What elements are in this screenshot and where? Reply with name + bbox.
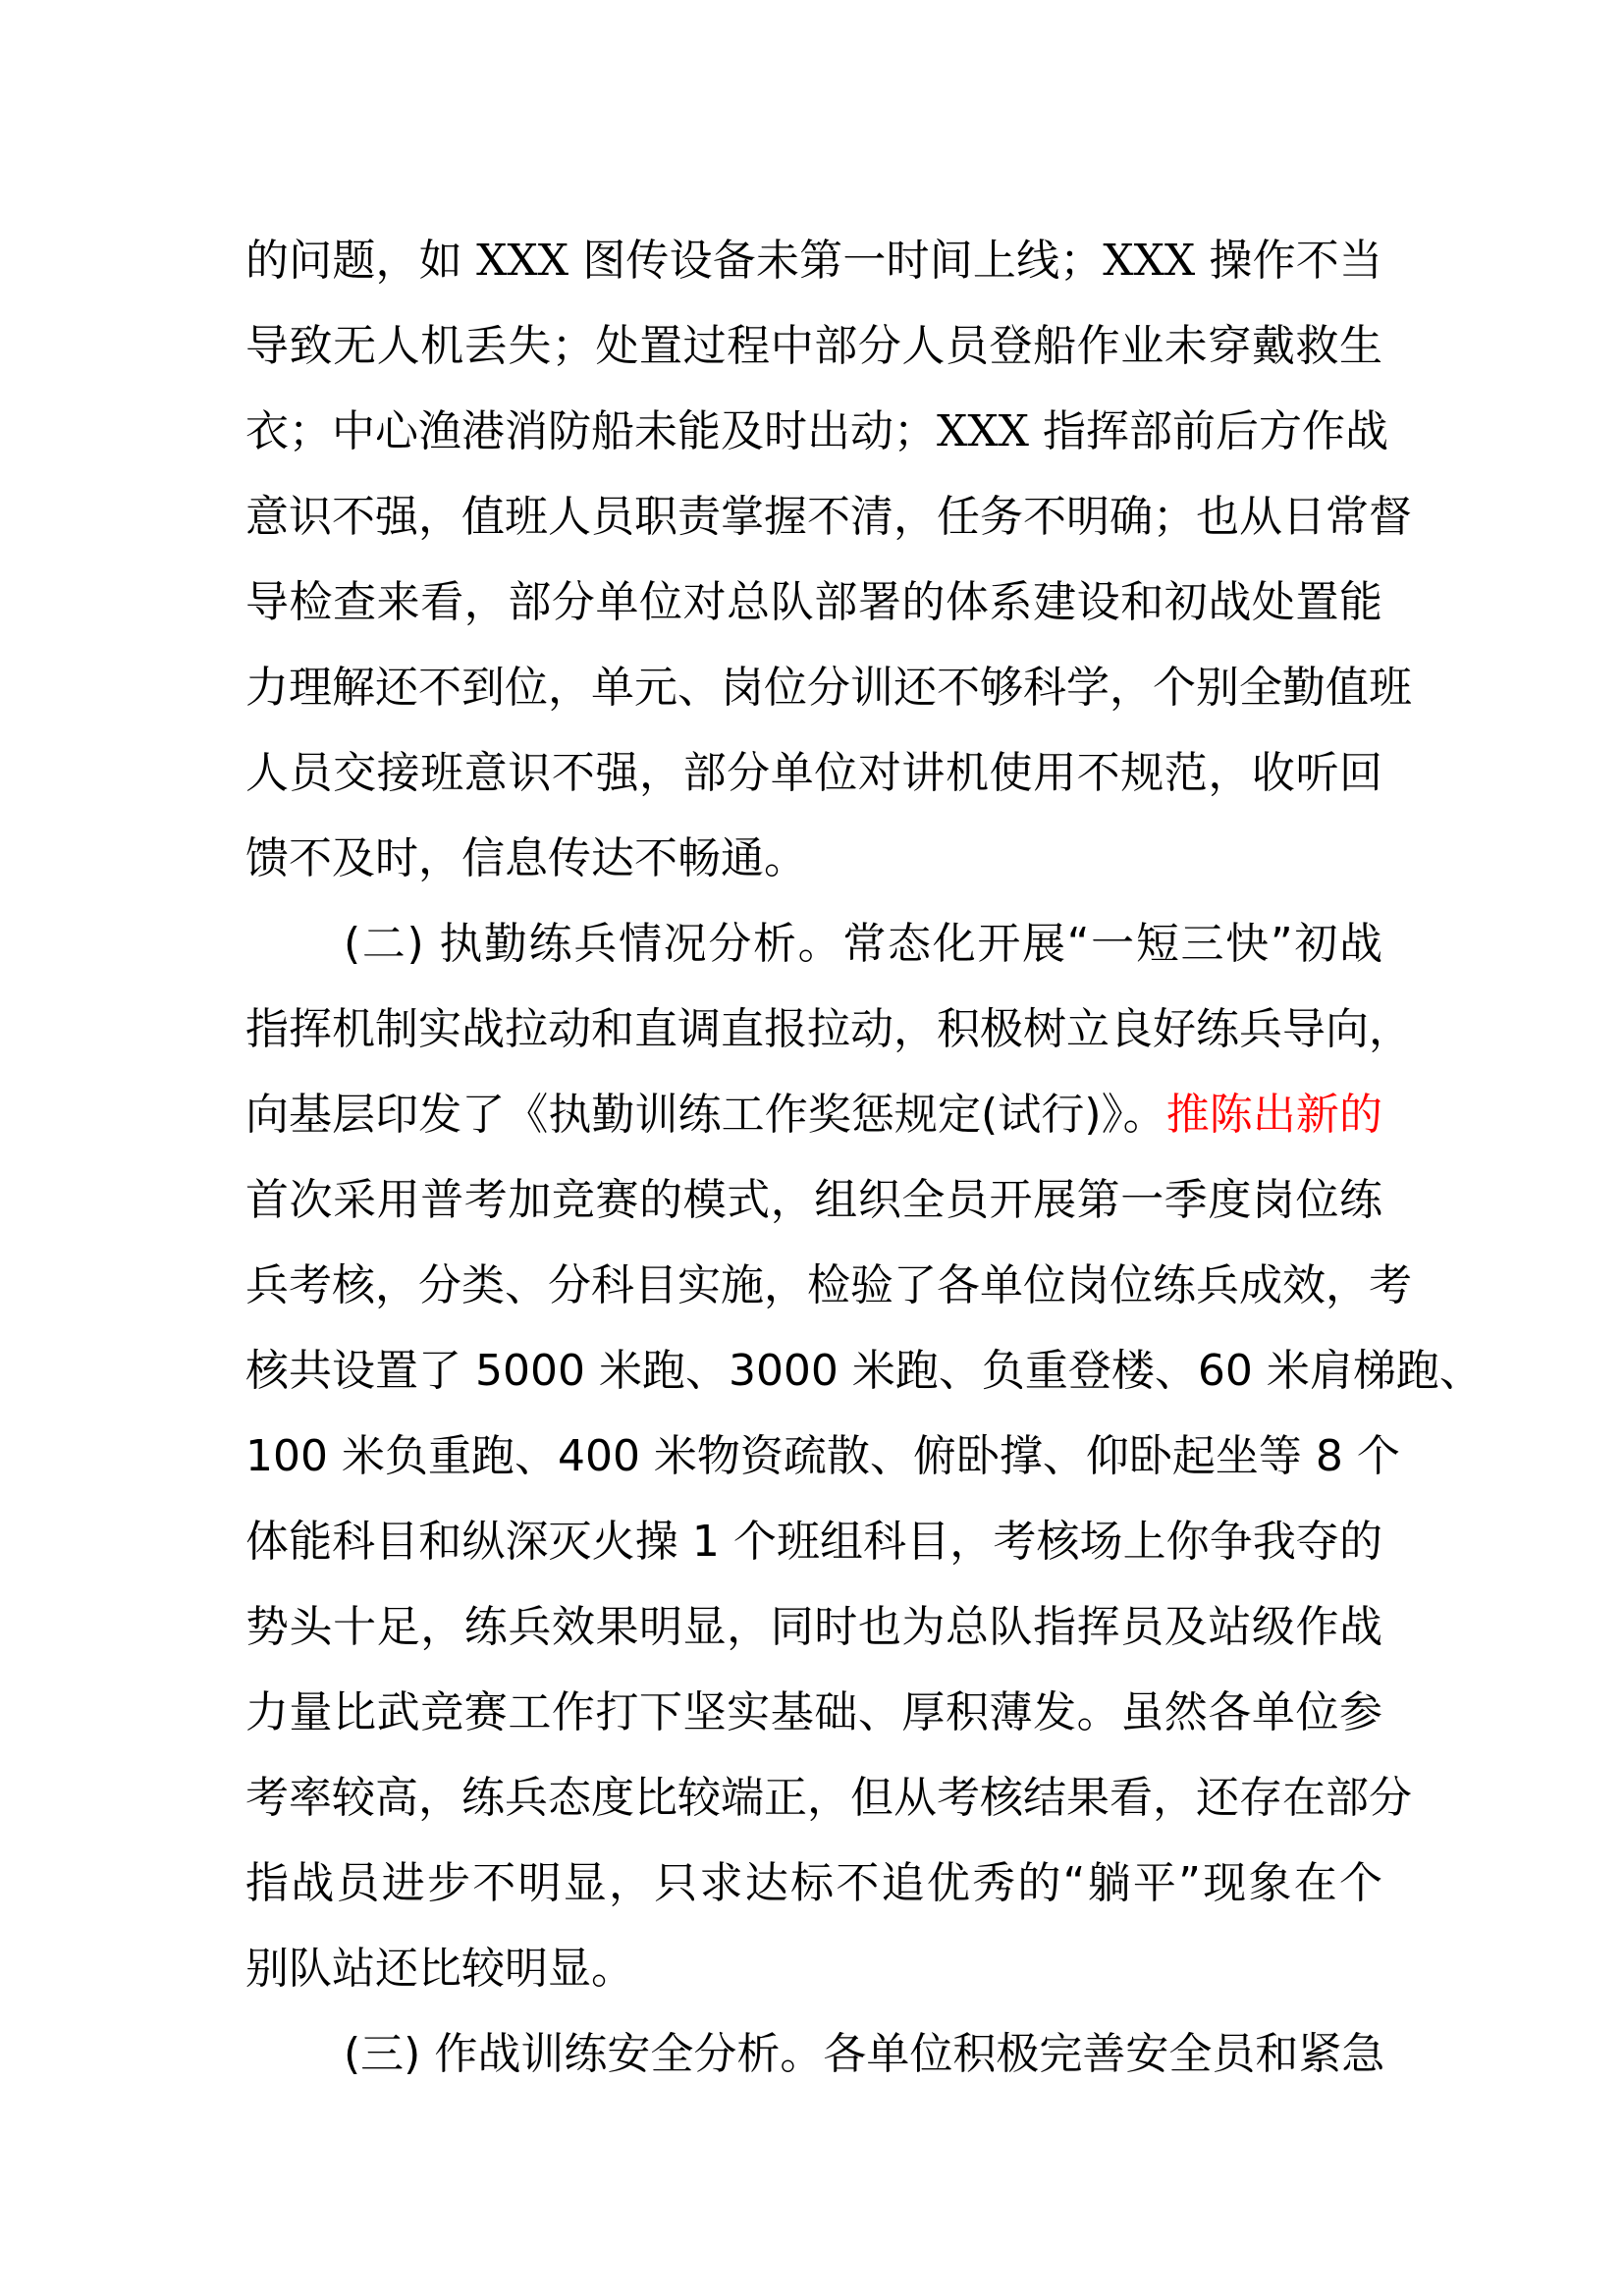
text-line [245, 1072, 1382, 1157]
text-segment: 馈不及时，信息传达不畅通。 [245, 833, 807, 883]
text-segment: 指战员进步不明显，只求达标不追优秀的“躺平”现象在个 [245, 1858, 1382, 1908]
text-segment: 的问题，如 [245, 236, 477, 286]
placeholder-name: XXX [1103, 236, 1196, 286]
text-line [245, 645, 1412, 730]
text-line [245, 389, 1388, 474]
text-segment: 100 米负重跑、400 米物资疏散、俯卧撑、仰卧起坐等 8 个 [245, 1431, 1400, 1481]
text-segment: 力量比武竞赛工作打下坚实基础、厚积薄发。虽然各单位参 [245, 1687, 1382, 1737]
text-segment: 操作不当 [1195, 236, 1382, 286]
text-line [245, 1243, 1412, 1328]
text-line [245, 1841, 1382, 1926]
text-segment: 衣；中心渔港消防船未能及时出动； [245, 406, 937, 456]
text-segment: 指挥部前后方作战 [1028, 406, 1388, 456]
placeholder-name: XXX [476, 236, 569, 286]
text-line [245, 987, 1412, 1072]
text-line [245, 816, 1382, 901]
paragraph-issues [245, 218, 1412, 901]
paragraph-training-analysis [245, 901, 1483, 2011]
text-line [245, 730, 1382, 816]
text-segment: 人员交接班意识不强，部分单位对讲机使用不规范，收听回 [245, 748, 1382, 798]
text-segment: 势头十足，练兵效果明显，同时也为总队指挥员及站级作战 [245, 1602, 1382, 1652]
text-line [245, 1157, 1382, 1243]
text-segment: 核共设置了 5000 米跑、3000 米跑、负重登楼、60 米肩梯跑、 [245, 1346, 1483, 1396]
section-heading-line [245, 901, 1382, 987]
text-line [245, 1926, 1382, 2011]
text-line [245, 1414, 1400, 1499]
text-line [245, 218, 1382, 303]
text-segment: 向基层印发了《执勤训练工作奖惩规定(试行)》。 [245, 1090, 1166, 1140]
text-segment: 指挥机制实战拉动和直调直报拉动，积极树立良好练兵导向， [245, 1004, 1412, 1054]
text-segment: 导检查来看，部分单位对总队部署的体系建设和初战处置能 [245, 577, 1382, 627]
text-segment: 首次采用普考加竞赛的模式，组织全员开展第一季度岗位练 [245, 1175, 1382, 1225]
document-page [245, 218, 1483, 2097]
text-segment: 体能科目和纵深灭火操 1 个班组科目，考核场上你争我夺的 [245, 1517, 1382, 1567]
text-segment: 图传设备未第一时间上线； [568, 236, 1104, 286]
text-segment: (三) 作战训练安全分析。各单位积极完善安全员和紧急 [344, 2029, 1385, 2079]
text-line [245, 1755, 1412, 1841]
text-line [245, 1499, 1382, 1584]
section-heading-line [245, 2011, 1385, 2097]
text-segment: (二) 执勤练兵情况分析。常态化开展“一短三快”初战 [344, 919, 1382, 969]
placeholder-name: XXX [937, 406, 1029, 456]
text-line [245, 303, 1382, 389]
text-line [245, 560, 1382, 645]
text-segment: 兵考核，分类、分科目实施，检验了各单位岗位练兵成效，考 [245, 1260, 1412, 1310]
highlighted-text: 推陈出新的 [1165, 1090, 1382, 1140]
text-line [245, 474, 1412, 560]
text-segment: 考率较高，练兵态度比较端正，但从考核结果看，还存在部分 [245, 1773, 1412, 1823]
text-segment: 别队站还比较明显。 [245, 1944, 634, 1994]
text-line [245, 1584, 1382, 1670]
text-segment: 意识不强，值班人员职责掌握不清，任务不明确；也从日常督 [245, 492, 1412, 542]
paragraph-safety-analysis [245, 2011, 1385, 2097]
text-line [245, 1670, 1382, 1755]
text-segment: 导致无人机丢失；处置过程中部分人员登船作业未穿戴救生 [245, 321, 1382, 371]
text-line [245, 1328, 1483, 1414]
text-segment: 力理解还不到位，单元、岗位分训还不够科学，个别全勤值班 [245, 663, 1412, 713]
